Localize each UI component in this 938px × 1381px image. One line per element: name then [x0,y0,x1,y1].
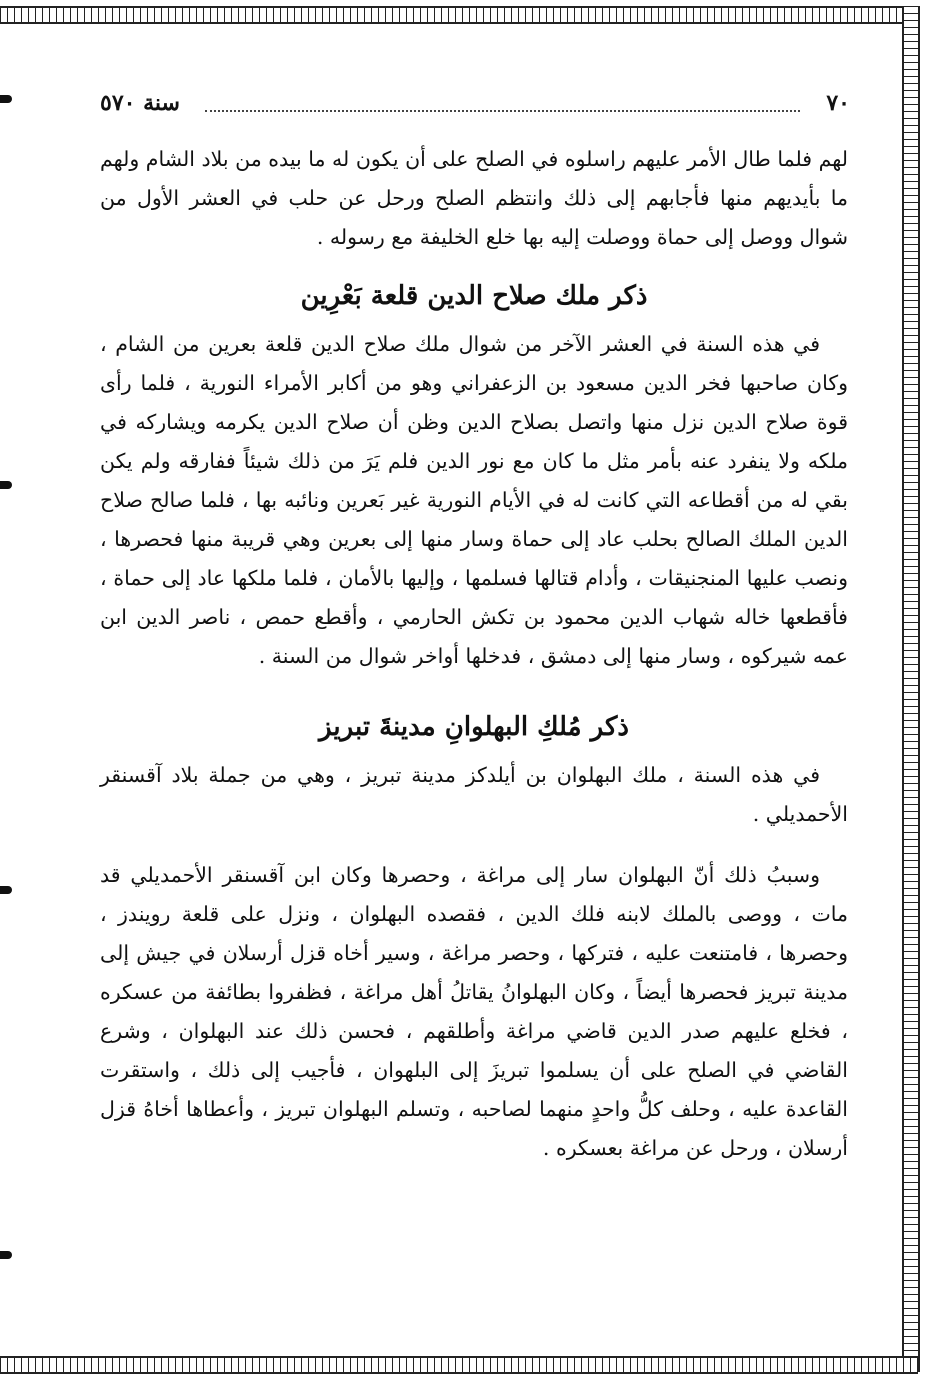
margin-mark [0,481,12,489]
body-paragraph: في هذه السنة في العشر الآخر من شوال ملك صلاح الدين قلعة بعرين من الشام ، وكان صاحبها فخر الدين مسعود بن الزعفراني وهو من أكابر الأمراء النورية ، فلما رأى قوة صلاح الدين نزل منها واتصل بصلاح الدين وظن أن صلاح الدين يكرمه ويشاركه في ملكه ولا ينفرد عنه بأمر مثل ما كان مع نور الدين فلم يَرَ من ذلك شيئاً ففارقه ولم يكن بقي له من أقطاعه التي كانت له في الأيام النورية غير بَعرين ونائبه بها ، فلما صالح صلاح الدين الملك الصالح بحلب عاد إلى حماة وسار منها إلى بعرين وهي قريبة منها فحصرها ، ونصب عليها المنجنيقات ، وأدام قتالها فسلمها ، وإليها بالأمان ، فلما ملكها عاد إلى حماة ، فأقطعها خاله شهاب الدين محمود بن تكش الحارمي ، وأقطع حمص ، ناصر الدين ابن عمه شيركوه ، وسار منها إلى دمشق ، فدخلها أواخر شوال من السنة . [100,332,848,668]
margin-mark [0,886,12,894]
section-heading: ذكر مُلكِ البهلوانِ مدينةَ تبريز [319,712,629,742]
ornamental-border-bottom [0,1356,918,1374]
margin-mark [0,1251,12,1259]
margin-mark [0,95,12,103]
body-paragraph: لهم فلما طال الأمر عليهم راسلوه في الصلح على أن يكون له ما بيده من بلاد الشام ولهم ما بأيديهم منها فأجابهم إلى ذلك وانتظم الصلح ورحل عن حلب في العشر الأول من شوال ووصل إلى حماة ووصلت إليه بها خلع الخليفة مع رسوله . [100,147,848,249]
ornamental-border-top [0,6,918,24]
page-body [100,140,848,1168]
page-header [100,90,850,120]
header-dotted-rule [205,110,800,112]
section-heading: ذكر ملك صلاح الدين قلعة بَعْرِين [300,281,648,311]
running-head: سنة ٥٧٠ [100,90,180,116]
ornamental-border-right [902,6,920,1372]
body-paragraph: في هذه السنة ، ملك البهلوان بن أيلدكز مدينة تبريز ، وهي من جملة بلاد آقسنقر الأحمديلي . [100,763,848,826]
page-number: ٧٠ [826,90,850,116]
body-paragraph: وسببُ ذلك أنّ البهلوان سار إلى مراغة ، وحصرها وكان ابن آقسنقر الأحمديلي قد مات ، ووصى بالملك لابنه فلك الدين ، فقصده البهلوان ، ونزل على قلعة رويندز ، وحصرها ، فامتنعت عليه ، فتركها ، وحصر مراغة ، وسير أخاه قزل أرسلان في جيش إلى مدينة تبريز فحصرها أيضاً ، وكان البهلوانُ يقاتلُ أهل مراغة ، فظفروا بطائفة من عسكره ، فخلع عليهم صدر الدين قاضي مراغة وأطلقهم ، فحسن ذلك عند البهلوان ، وشرع القاضي في الصلح على أن يسلموا تبريزَ إلى البلهوان ، فأجيب إلى ذلك ، واستقرت القاعدة عليه ، وحلف كلُّ واحدٍ منهما لصاحبه ، وتسلم البهلوان تبريز ، وأعطاها أخاهُ قزل أرسلان ، ورحل عن مراغة بعسكره . [100,863,848,1160]
